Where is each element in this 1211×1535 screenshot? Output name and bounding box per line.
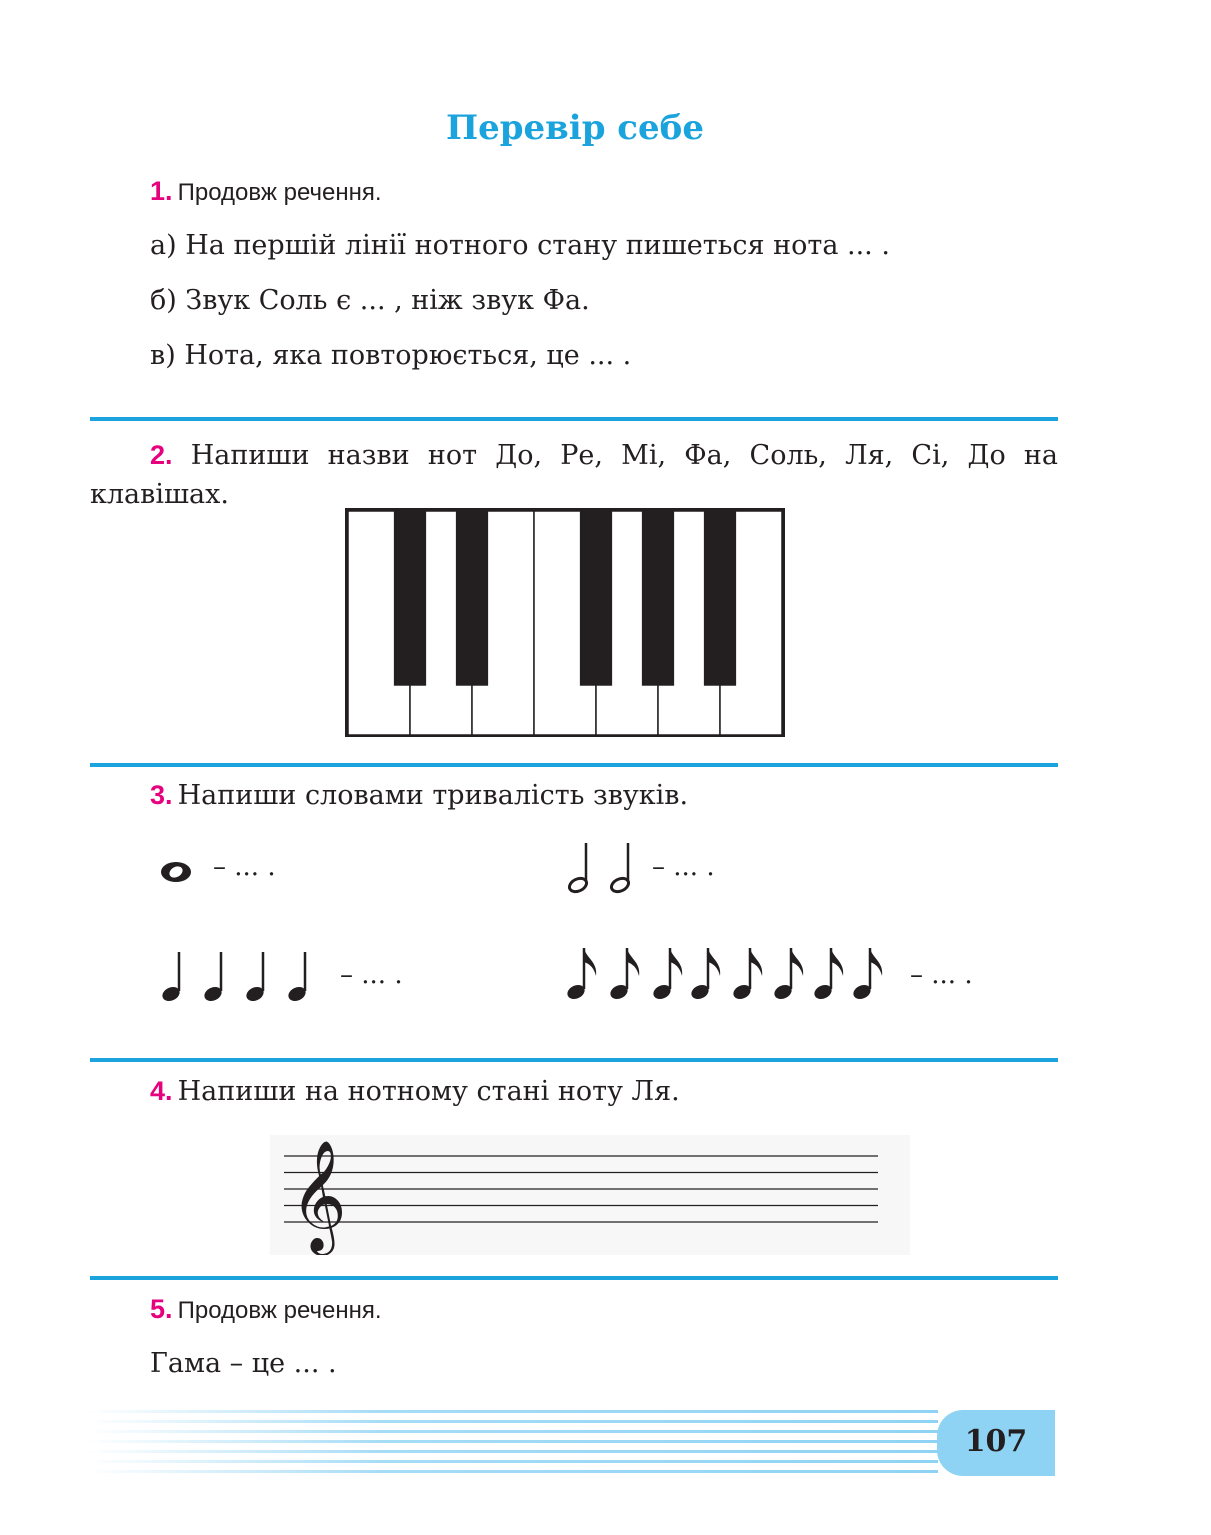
task-1-prompt: Продовж речення.	[177, 179, 382, 206]
eighth-notes	[562, 944, 902, 1006]
task-1-item-a: а) На першій лінії нотного стану пишеться нота ... .	[150, 230, 890, 261]
quarter-note-icon	[244, 952, 266, 1004]
section-divider	[90, 1276, 1058, 1280]
task-1-number: 1.	[150, 176, 173, 206]
section-divider	[90, 763, 1058, 767]
black-key	[642, 511, 674, 686]
task-2-text	[90, 436, 1058, 514]
page-number: 107	[964, 1424, 1028, 1459]
half-note-icon	[609, 843, 630, 894]
treble-clef-icon: 𝄞	[290, 1139, 347, 1251]
half-note-icon	[567, 843, 588, 894]
eighth-note-icon	[851, 948, 882, 1002]
task-1-item-b: б) Звук Соль є ... , ніж звук Фа.	[150, 285, 590, 316]
staff-background	[270, 1135, 910, 1255]
page-title: Перевір себе	[446, 108, 704, 148]
eighth-note-icon	[731, 948, 762, 1002]
task-5-line: Гама – це ... .	[150, 1348, 337, 1379]
duration-answer-whole: – ... .	[213, 852, 276, 882]
task-3-header	[150, 780, 688, 811]
footer-stripes	[88, 1408, 938, 1480]
eighth-note-icon	[651, 948, 682, 1002]
task-5-header	[150, 1294, 382, 1325]
black-key	[580, 511, 612, 686]
quarter-note-icon	[160, 952, 182, 1004]
task-2-prompt: Напиши назви нот До, Ре, Мі, Фа, Соль, Ля, Сі, До на клавішах.	[90, 440, 1058, 510]
duration-answer-half: – ... .	[652, 852, 715, 882]
task-2-number: 2.	[150, 440, 173, 470]
task-5-prompt: Продовж речення.	[177, 1297, 382, 1324]
quarter-notes	[155, 948, 315, 1008]
music-staff	[270, 1135, 910, 1255]
quarter-note-icon	[286, 952, 308, 1004]
section-divider	[90, 1058, 1058, 1062]
section-divider	[90, 417, 1058, 421]
duration-answer-eighth: – ... .	[910, 960, 973, 990]
black-key	[394, 511, 426, 686]
task-5-number: 5.	[150, 1294, 173, 1324]
task-3-number: 3.	[150, 780, 173, 810]
eighth-note-icon	[565, 948, 596, 1002]
eighth-note-icon	[689, 948, 720, 1002]
black-key	[456, 511, 488, 686]
whole-note-icon	[155, 855, 200, 890]
eighth-note-icon	[772, 948, 803, 1002]
task-3-prompt: Напиши словами тривалість звуків.	[177, 780, 689, 811]
task-4-prompt: Напиши на нотному стані ноту Ля.	[177, 1076, 680, 1107]
eighth-note-icon	[812, 948, 843, 1002]
duration-answer-quarter: – ... .	[340, 960, 403, 990]
piano-keyboard	[345, 508, 785, 738]
task-4-header	[150, 1076, 680, 1107]
eighth-note-icon	[608, 948, 639, 1002]
black-key	[704, 511, 736, 686]
task-4-number: 4.	[150, 1076, 173, 1106]
task-1-item-c: в) Нота, яка повторюється, це ... .	[150, 340, 632, 371]
task-1-header	[150, 176, 382, 207]
quarter-note-icon	[202, 952, 224, 1004]
half-notes	[560, 838, 640, 898]
